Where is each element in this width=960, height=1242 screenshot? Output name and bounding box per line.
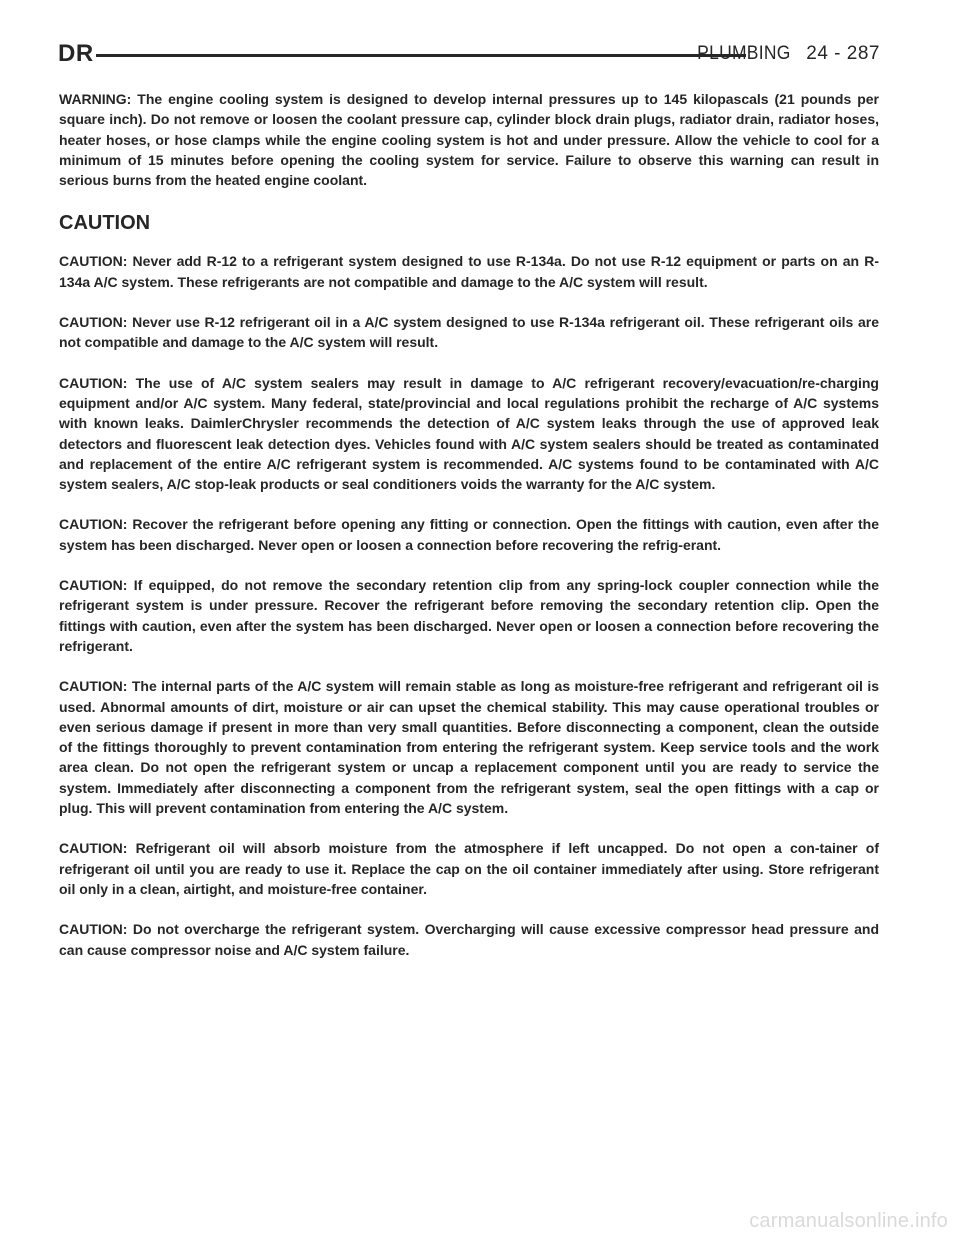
caution-paragraph: CAUTION: Refrigerant oil will absorb moisture from the atmosphere if left uncapped. Do not open a con-tainer of refrigerant oil until you are ready to use it. Replace the cap on the oil container immediately after using. Store refrigerant oil only in a clean, airtight, and moisture-free container. <box>59 840 879 897</box>
page-header <box>58 40 880 76</box>
caution-paragraph: CAUTION: Never add R-12 to a refrigerant system designed to use R-134a. Do not use R-12 equipment or parts on an R-134a A/C system. These refrigerants are not compatible and damage to the A/C system will result. <box>59 253 879 290</box>
header-page-number: 24 - 287 <box>806 43 880 64</box>
header-model-code: DR <box>58 40 94 67</box>
header-rule <box>96 54 746 57</box>
caution-paragraph: CAUTION: Recover the refrigerant before opening any fitting or connection. Open the fittings with caution, even after the system has been discharged. Never open or loosen a connection before recovering the refrig-erant. <box>59 516 879 553</box>
caution-paragraph: CAUTION: The internal parts of the A/C system will remain stable as long as moisture-free refrigerant and refrigerant oil is used. Abnormal amounts of dirt, moisture or air can upset the chemical stability. This may cause operational troubles or even serious damage if present in more than very small quantities. Before disconnecting a component, clean the outside of the fittings thoroughly to prevent contamination from entering the refrigerant system. Keep service tools and the work area clean. Do not open the refrigerant system or uncap a replacement component until you are ready to service the system. Immediately after disconnecting a component from the refrigerant system, seal the open fittings with a cap or plug. This will prevent contamination from entering the A/C system. <box>59 678 879 817</box>
caution-paragraph: CAUTION: If equipped, do not remove the secondary retention clip from any spring-lock coupler connection while the refrigerant system is under pressure. Recover the refrigerant before removing the secondary retention clip. Open the fittings with caution, even after the system has been discharged. Never open or loosen a connection before recovering the refrigerant. <box>59 577 879 654</box>
caution-paragraph: CAUTION: The use of A/C system sealers may result in damage to A/C refrigerant recovery/evacuation/re-charging equipment and/or A/C system. Many federal, state/provincial and local regulations prohibit the recharge of A/C systems with known leaks. DaimlerChrysler recommends the detection of A/C system leaks through the use of approved leak detectors and fluorescent leak detection dyes. Vehicles found with A/C system sealers should be treated as contaminated and replacement of the entire A/C refrigerant system is recommended. A/C systems found to be contaminated with A/C system sealers, A/C stop-leak products or seal conditioners voids the warranty for the A/C system. <box>59 374 879 493</box>
site-watermark: carmanualsonline.info <box>749 1210 948 1232</box>
caution-heading: CAUTION <box>59 212 151 235</box>
warning-paragraph: WARNING: The engine cooling system is designed to develop internal pressures up to 145 kilopascals (21 pounds per square inch). Do not remove or loosen the coolant pressure cap, cylinder block drain plugs, radiator drain, radiator hoses, heater hoses, or hose clamps while the engine cooling system is hot and under pressure. Allow the vehicle to cool for a minimum of 15 minutes before opening the cooling system for service. Failure to observe this warning can result in serious burns from the heated engine coolant. <box>59 91 879 189</box>
header-section-title: PLUMBING <box>696 43 791 64</box>
caution-paragraph: CAUTION: Never use R-12 refrigerant oil in a A/C system designed to use R-134a refrigerant oil. These refrigerant oils are not compatible and damage to the A/C system will result. <box>59 314 879 351</box>
caution-paragraph: CAUTION: Do not overcharge the refrigerant system. Overcharging will cause excessive compressor head pressure and can cause compressor noise and A/C system failure. <box>59 921 879 958</box>
header-right <box>689 43 880 65</box>
page-content <box>59 89 879 980</box>
